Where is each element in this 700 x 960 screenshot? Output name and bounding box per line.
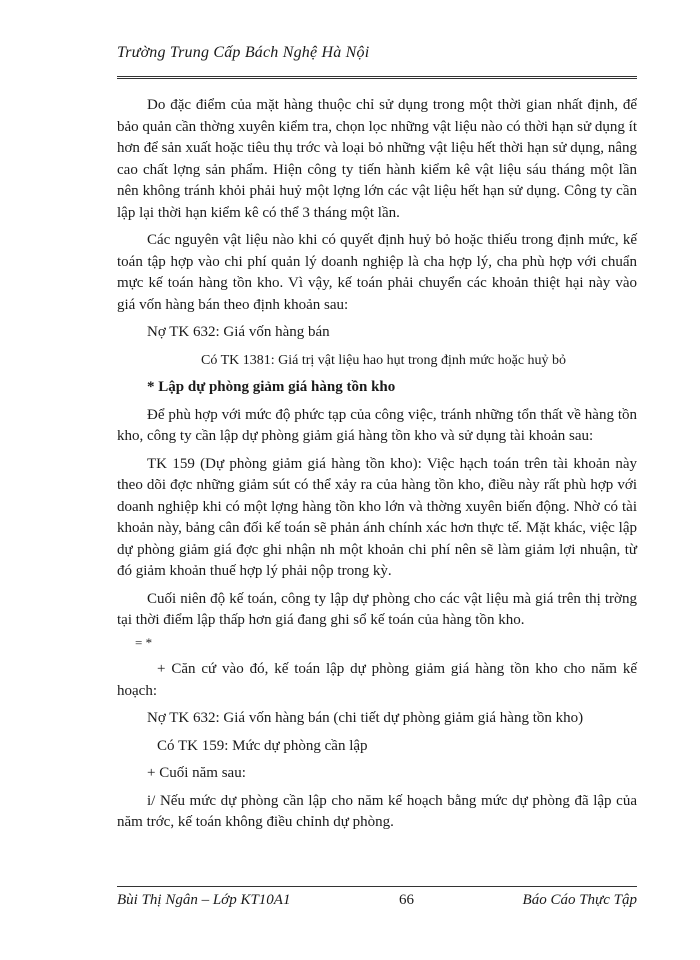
entry-2-debit: Nợ TK 632: Giá vốn hàng bán (chi tiết dự phòng giảm giá hàng tồn kho)	[147, 710, 584, 726]
footer-author: Bùi Thị Ngân – Lớp KT10A1	[117, 892, 291, 908]
paragraph-5: Cuối niên độ kế toán, công ty lập dự phòng cho các vật liệu mà giá trên thị trờng tại thời điểm lập thấp hơn giá đang ghi sổ kế toán của hàng tồn kho.	[117, 590, 637, 628]
paragraph-5-note: = *	[135, 634, 153, 650]
section-heading: * Lập dự phòng giảm giá hàng tồn kho	[147, 379, 396, 395]
paragraph-1: Do đặc điểm của mặt hàng thuộc chỉ sử dụng trong một thời gian nhất định, để bảo quản cần thờng xuyên kiểm tra, chọn lọc những vật liệu nào có thời hạn sử dụng ít hơn để sản xuất hoặc tiêu thụ trớc và loại bỏ những vật liệu hết thời hạn sử dụng, nâng cao chất lợng sản phẩm. Hiện công ty tiến hành kiểm kê vật liệu sáu tháng một lần nên không tránh khỏi phải huỷ một lợng lớn các vật liệu hết hạn sử dụng. Công ty cần lập lại thời hạn kiểm kê có thể 3 tháng một lần.	[117, 97, 637, 221]
footer-divider	[117, 886, 637, 887]
paragraph-3: Để phù hợp với mức độ phức tạp của công việc, tránh những tổn thất về hàng tồn kho, công ty cần lập dự phòng giảm giá hàng tồn kho và sử dụng tài khoản sau:	[117, 406, 637, 444]
header-divider	[117, 76, 637, 79]
entry-1-credit: Có TK 1381: Giá trị vật liệu hao hụt trong định mức hoặc huỷ bỏ	[201, 352, 567, 368]
page-body	[117, 95, 637, 840]
paragraph-4: TK 159 (Dự phòng giảm giá hàng tồn kho): Việc hạch toán trên tài khoản này theo dõi đợc những giảm sút có thể xảy ra của hàng tồn kho, điều này rất phù hợp với doanh nghiệp khi có một lợng hàng tồn kho lớn và thờng xuyên biến động. Nhờ có tài khoản này, bảng cân đối kế toán sẽ phản ánh chính xác hơn thực tế. Mặt khác, việc lập dự phòng giảm giá đợc ghi nhận nh một khoản chi phí nên sẽ làm giảm lợi nhuận, từ đó giảm khoản thuế hợp lý phải nộp trong kỳ.	[117, 455, 637, 579]
paragraph-7: + Cuối năm sau:	[147, 765, 246, 781]
page-footer	[117, 892, 637, 909]
page-header: Trường Trung Cấp Bách Nghệ Hà Nội	[117, 44, 370, 61]
footer-report-title: Báo Cáo Thực Tập	[522, 892, 637, 908]
entry-2-credit: Có TK 159: Mức dự phòng cần lập	[157, 737, 368, 754]
paragraph-8: i/ Nếu mức dự phòng cần lập cho năm kế hoạch bằng mức dự phòng đã lập của năm trớc, kế toán không điều chỉnh dự phòng.	[117, 792, 637, 830]
paragraph-6: + Căn cứ vào đó, kế toán lập dự phòng giảm giá hàng tồn kho cho năm kế hoạch:	[117, 661, 637, 699]
page-number: 66	[399, 892, 414, 908]
paragraph-2: Các nguyên vật liệu nào khi có quyết định huỷ bỏ hoặc thiếu trong định mức, kế toán tập hợp vào chi phí quản lý doanh nghiệp là cha hợp lý, cha phù hợp với chuẩn mực kế toán hàng tồn kho. Vì vậy, kế toán phải chuyển các khoản thiệt hại này vào giá vốn hàng bán theo định khoản sau:	[117, 232, 637, 313]
entry-1-debit: Nợ TK 632: Giá vốn hàng bán	[147, 324, 330, 340]
